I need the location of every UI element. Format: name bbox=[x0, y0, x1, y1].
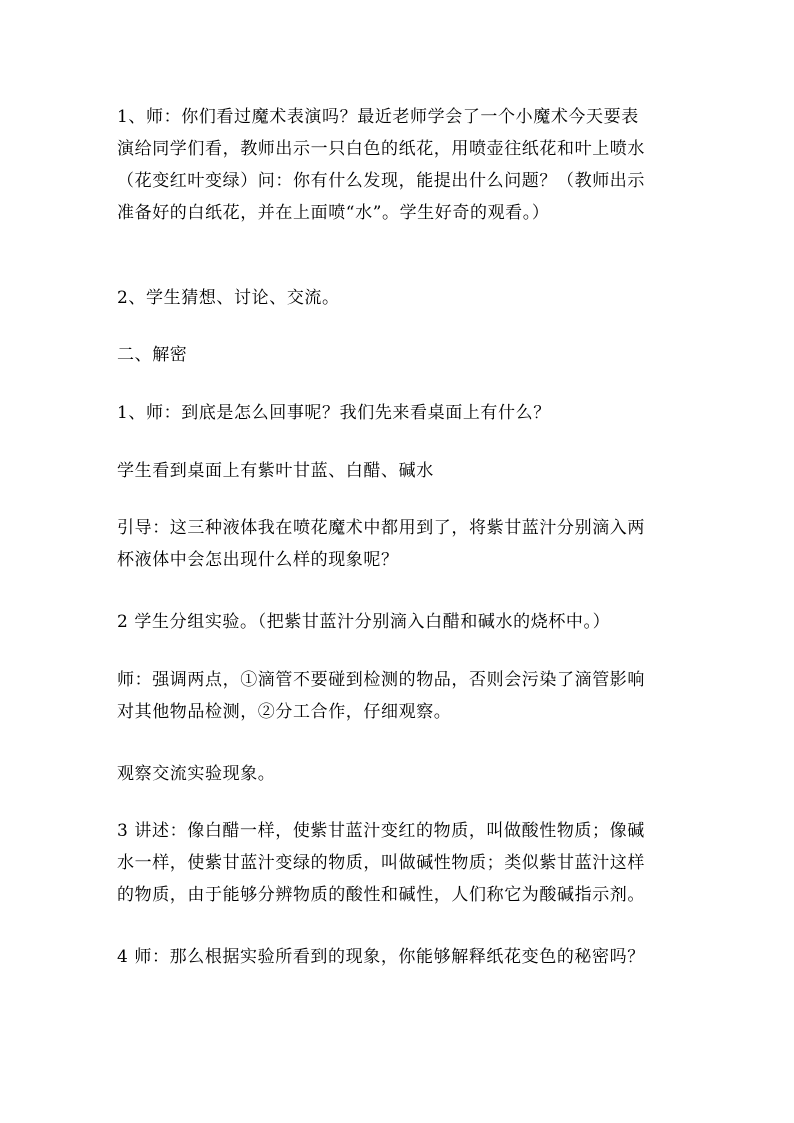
paragraph-explanation bbox=[117, 815, 682, 911]
paragraph-guide bbox=[117, 512, 682, 576]
paragraph-magic-intro bbox=[117, 101, 682, 229]
text-line: 1、师：你们看过魔术表演吗？最近老师学会了一个小魔术今天要表 bbox=[117, 107, 639, 127]
text-line: 1、师：到底是怎么回事呢？我们先来看桌面上有什么？ bbox=[117, 403, 551, 423]
text-line: 演给同学们看，教师出示一只白色的纸花，用喷壶往纸花和叶上喷水 bbox=[117, 139, 645, 159]
text-line: 的物质，由于能够分辨物质的酸性和碱性，人们称它为酸碱指示剂。 bbox=[117, 885, 645, 905]
paragraph-observe-exchange bbox=[117, 758, 682, 790]
text-line: 学生看到桌面上有紫叶甘蓝、白醋、碱水 bbox=[117, 461, 434, 481]
paragraph-guess-discuss bbox=[117, 282, 682, 314]
text-line: 二、解密 bbox=[117, 345, 188, 365]
paragraph-students-observe bbox=[117, 455, 682, 487]
text-line: 杯液体中会怎出现什么样的现象呢？ bbox=[117, 550, 399, 570]
paragraph-group-experiment bbox=[117, 606, 682, 638]
text-line: 2 学生分组实验。（把紫甘蓝汁分别滴入白醋和碱水的烧杯中。） bbox=[117, 612, 611, 632]
text-line: 引导：这三种液体我在喷花魔术中都用到了，将紫甘蓝汁分别滴入两 bbox=[117, 518, 645, 538]
paragraph-teacher-emphasis bbox=[117, 664, 682, 728]
text-line: （花变红叶变绿）问：你有什么发现，能提出什么问题？（教师出示 bbox=[117, 171, 645, 191]
text-line: 4 师：那么根据实验所看到的现象，你能够解释纸花变色的秘密吗？ bbox=[117, 947, 645, 967]
text-line: 准备好的白纸花，并在上面喷“水”。学生好奇的观看。） bbox=[117, 203, 550, 223]
text-line: 师：强调两点，①滴管不要碰到检测的物品，否则会污染了滴管影响 bbox=[117, 670, 645, 690]
text-line: 3 讲述：像白醋一样，使紫甘蓝汁变红的物质，叫做酸性物质；像碱 bbox=[117, 821, 645, 841]
paragraph-final-question bbox=[117, 941, 682, 973]
text-line: 对其他物品检测，②分工合作，仔细观察。 bbox=[117, 702, 452, 722]
text-line: 观察交流实验现象。 bbox=[117, 764, 276, 784]
paragraph-teacher-question bbox=[117, 397, 682, 429]
section-heading-decode bbox=[117, 339, 682, 371]
text-line: 水一样，使紫甘蓝汁变绿的物质，叫做碱性物质；类似紫甘蓝汁这样 bbox=[117, 853, 645, 873]
text-line: 2、学生猜想、讨论、交流。 bbox=[117, 288, 340, 308]
